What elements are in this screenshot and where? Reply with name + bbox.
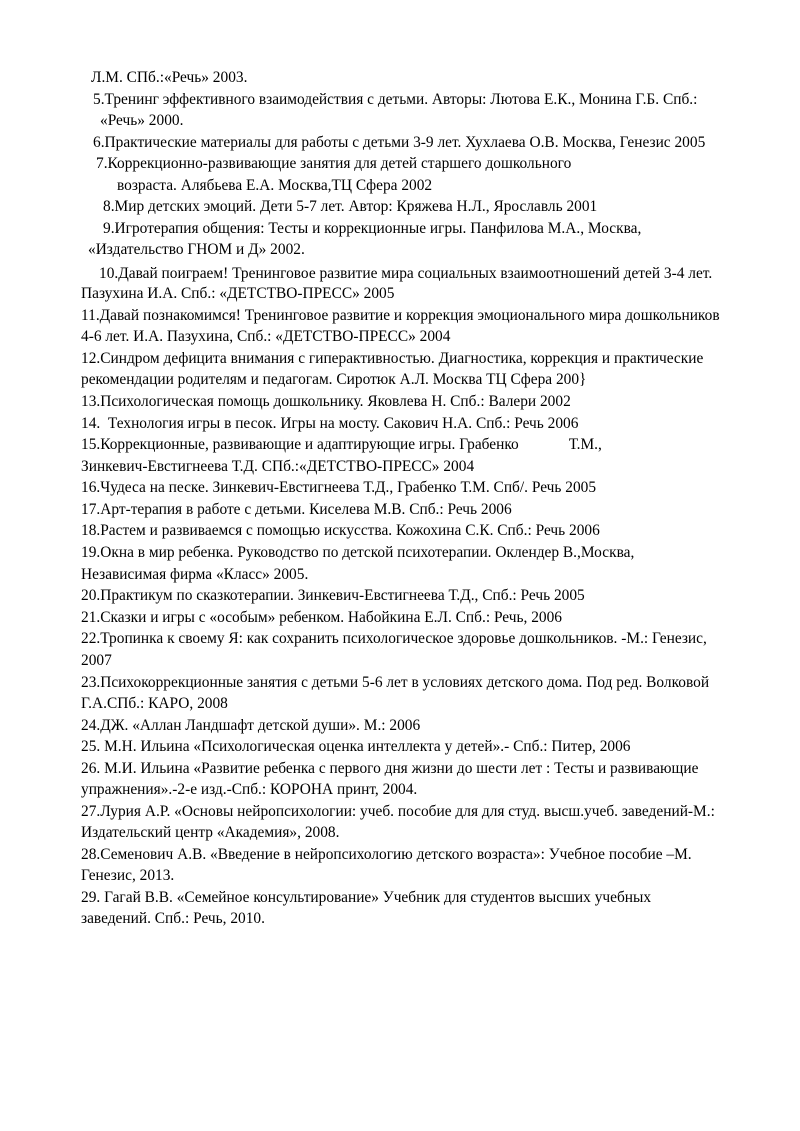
text-line: Зинкевич-Евстигнеева Т.Д. СПб.:«ДЕТСТВО-ПРЕСС» 2004	[81, 458, 475, 475]
text-line: 10.Давай поиграем! Тренинговое развитие мира социальных взаимоотношений детей 3-4 лет.	[99, 265, 713, 282]
text-line: 14. Технология игры в песок. Игры на мосту. Сакович Н.А. Спб.: Речь 2006	[81, 415, 579, 432]
text-line: 12.Синдром дефицита внимания с гиперактивностью. Диагностика, коррекция и практические	[81, 350, 704, 367]
text-line: «Издательство ГНОМ и Д» 2002.	[88, 241, 305, 258]
text-line: 29. Гагай В.В. «Семейное консультирование» Учебник для студентов высших учебных	[81, 889, 652, 906]
text-line: 17.Арт-терапия в работе с детьми. Киселева М.В. Спб.: Речь 2006	[81, 501, 512, 518]
text-line: 2007	[81, 652, 112, 669]
text-line: 13.Психологическая помощь дошкольнику. Яковлева Н. Спб.: Валери 2002	[81, 393, 571, 410]
text-line: 8.Мир детских эмоций. Дети 5-7 лет. Автор: Кряжева Н.Л., Ярославль 2001	[103, 198, 598, 215]
text-line: упражнения».-2-е изд.-Спб.: КОРОНА принт, 2004.	[81, 781, 418, 798]
text-line: Г.А.СПб.: КАРО, 2008	[81, 695, 228, 712]
text-line: 25. М.Н. Ильина «Психологическая оценка интеллекта у детей».- Спб.: Питер, 2006	[81, 738, 631, 755]
text-line: 24.ДЖ. «Аллан Ландшафт детской души». М.: 2006	[81, 717, 421, 734]
text-line: 19.Окна в мир ребенка. Руководство по детской психотерапии. Оклендер В.,Москва,	[81, 544, 635, 561]
text-line: заведений. Спб.: Речь, 2010.	[81, 910, 265, 927]
text-line: 27.Лурия А.Р. «Основы нейропсихологии: учеб. пособие для для студ. высш.учеб. заведений-М.:	[81, 803, 715, 820]
text-line: 16.Чудеса на песке. Зинкевич-Евстигнеева Т.Д., Грабенко Т.М. Спб/. Речь 2005	[81, 479, 597, 496]
text-line: 5.Тренинг эффективного взаимодействия с детьми. Авторы: Лютова Е.К., Монина Г.Б. Спб.:	[93, 91, 698, 108]
text-line: 9.Игротерапия общения: Тесты и коррекционные игры. Панфилова М.А., Москва,	[103, 220, 642, 237]
text-line: «Речь» 2000.	[100, 112, 184, 129]
text-line: 15.Коррекционные, развивающие и адаптирующие игры. Грабенко Т.М.,	[81, 436, 602, 453]
text-line: Независимая фирма «Класс» 2005.	[81, 566, 309, 583]
text-line: 26. М.И. Ильина «Развитие ребенка с первого дня жизни до шести лет : Тесты и развивающие	[81, 760, 699, 777]
text-line: Пазухина И.А. Спб.: «ДЕТСТВО-ПРЕСС» 2005	[81, 285, 395, 302]
text-line: возраста. Алябьева Е.А. Москва,ТЦ Сфера 2002	[117, 177, 433, 194]
text-line: 6.Практические материалы для работы с детьми 3-9 лет. Хухлаева О.В. Москва, Генезис 2005	[93, 134, 706, 151]
text-line: 4-6 лет. И.А. Пазухина, Спб.: «ДЕТСТВО-ПРЕСС» 2004	[81, 328, 451, 345]
text-line: рекомендации родителям и педагогам. Сиротюк А.Л. Москва ТЦ Сфера 200}	[81, 371, 587, 388]
text-line: 23.Психокоррекционные занятия с детьми 5-6 лет в условиях детского дома. Под ред. Волковой	[81, 674, 710, 691]
text-line: 20.Практикум по сказкотерапии. Зинкевич-Евстигнеева Т.Д., Спб.: Речь 2005	[81, 587, 585, 604]
text-line: 11.Давай познакомимся! Тренинговое развитие и коррекция эмоционального мира дошкольников	[81, 307, 720, 324]
text-line: 21.Сказки и игры с «особым» ребенком. Набойкина Е.Л. Спб.: Речь, 2006	[81, 609, 562, 626]
text-line: 28.Семенович А.В. «Введение в нейропсихологию детского возраста»: Учебное пособие –М.	[81, 846, 692, 863]
text-line: 22.Тропинка к своему Я: как сохранить психологическое здоровье дошкольников. -М.: Генезис,	[81, 630, 707, 647]
text-line: Издательский центр «Академия», 2008.	[81, 824, 340, 841]
text-line: Л.М. СПб.:«Речь» 2003.	[91, 69, 248, 86]
text-line: Генезис, 2013.	[81, 867, 175, 884]
text-line: 7.Коррекционно-развивающие занятия для детей старшего дошкольного	[96, 155, 572, 172]
text-line: 18.Растем и развиваемся с помощью искусства. Кожохина С.К. Спб.: Речь 2006	[81, 522, 600, 539]
